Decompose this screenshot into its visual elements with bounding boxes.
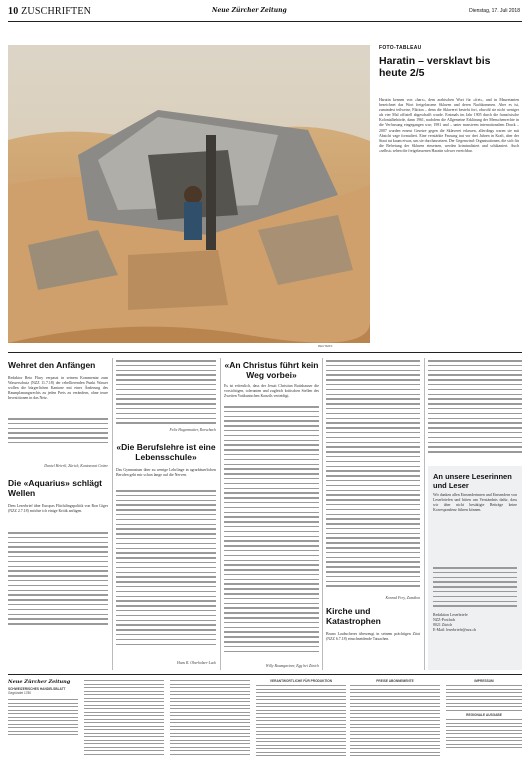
address-line: 8021 Zürich [433,623,453,628]
reader-box-text-lines [433,567,517,607]
letter-body-3: Das Gymnasium über zu wenige Lehrlinge in agrarbäuerlichen Berufen geht mir schon lange auf die Nerven. [116,468,216,478]
column-divider [112,358,113,670]
letter-text-lines-2 [8,532,108,628]
address-line: NZZ-Postfach [433,617,456,622]
feature-title: Haratin – versklavt bis heute 2/5 [379,55,491,80]
footer-masthead [8,679,78,738]
footer-prices-lines [350,685,440,756]
header-rule [8,21,522,22]
letter-signature-3: Hans R. Oberholzer-Luck [177,661,216,665]
letter-signature-2: Felix Hugenmatter, Rorschach [169,428,216,432]
footer-regional-lines [446,719,522,748]
footer-col-heading: PREISE ABONNEMENTE [376,679,414,683]
reader-box-title: An unsere Leserinnen und Leser [433,472,512,490]
column-divider [220,358,221,670]
letter-title-5: Kirche und Katastrophen [326,606,381,626]
letter-text-lines-1 [8,418,108,447]
letter-title-4: «An Christus führt kein Weg vorbei» [224,360,319,380]
footer-regional-heading: REGIONALE AUSGABE [466,713,502,718]
letter-title-1: Wehret den Anfängen [8,360,96,370]
letter-body-5: Bruno Laubscheres überzeugt in seinem prächtigen Zitat (NZZ 6.7.18) einschneidende Tatsachen. [326,632,420,642]
letter-body-4: Es ist erfreulich, dass der Jesuit Christian Rutishauser die vorsichtigen, toleranten und zugleich kritischen Stellen des Zweiten Vatikanischen Konzils verteidigt. [224,384,319,399]
section-title: ZUSCHRIFTEN [21,6,92,17]
footer-staff-col-1 [84,680,164,757]
footer-col-heading: IMPRESSUM [474,679,494,683]
page-header-left [8,6,91,17]
footer-production-col [256,679,346,759]
page-number: 10 [8,6,19,17]
letter-signature-5: Konrad Frey, Zumikon [385,596,420,600]
footer-staff-col-2 [170,680,250,757]
letter-title-2: Die «Aquarius» schlägt Wellen [8,478,103,498]
feature-body: Haratin kennen von «harr», dem arabischen Wort für «frei», und in Mauretanien bezeichnet das Wort freigelassene Sklaven und deren Nachkommen. Aber es ist, zumindest teilweise, Fiktion – denn die Sklaverei besteht fort, obwohl sie nicht weniger als vier Mal offiziell abgeschafft wurde. Erstmals im Jahr 1905 durch die französische Kolonialbehörde, dann 1961, nachdem die Allgemeine Erklärung der Menschenrechte in die Verfassung eingegangen war; 1981 und – unter massivem internationalem Druck – 2007 wurden erneut Gesetze gegen die Sklaverei erlassen, allerdings waren sie mit Absicht vage formuliert. Eine verstärkte Fassung trat vor drei Jahren in Kraft, aber der Staat tut kaum etwas, um sie durchzusetzen. Der Gegenwind: Organisationen, die sich für die Befreiung der Sklaven einsetzen, werden kriminalisiert und schikaniert. Auch «selbst» sehen die freigelassenen Haratin schwer erreichbar. [379,98,519,153]
letter-signature-1: Daniel Heierli, Zürich, Kantonsrat Grüne [44,464,108,468]
letter-text-lines-3 [116,490,216,648]
letter-text-lines-4 [224,406,319,655]
footer-impressum-col [446,679,522,751]
footer-prices-col [350,679,440,759]
column-divider [424,358,425,670]
footer-text-lines [8,699,78,735]
footer-founded: Gegründet 1780 [8,691,32,696]
footer-rule [8,674,522,675]
photo-bottom-rule [8,352,522,353]
address-line: Redaktion Leserbriefe [433,612,468,617]
footer-subtitle: SCHWEIZERISCHES HANDELSBLATT [8,687,66,691]
letter-text-lines-2b [116,360,216,427]
footer-impressum-lines [446,685,522,711]
letter-body-1: Redaktor Reto Flury verpasst in seinem Kommentar zum Wasserschutz (NZZ 11.7.18) der rebellierenden Punkt Wasser wollen die bürgerlichen Kantone mit einer Änderung des Raumplanungsrechts zu jeden Preis zu verändern, ohne teure Investitionen in das Netz. [8,376,108,401]
letter-text-lines-5 [428,360,522,456]
reader-info-box [428,466,522,670]
issue-date: Dienstag, 17. Juli 2018 [469,8,520,14]
feature-kicker: FOTO-TABLEAU [379,45,422,51]
address-line: E-Mail: leserbriefe@nzz.ch [433,628,477,633]
letter-title-3: «Die Berufslehre ist eine Lebensschule» [116,442,216,462]
reader-box-body: Wir danken allen Einsenderinnen und Einsendern von Leserbriefen und bitten um Verständnis dafür, dass wir über nicht bestätigte Beiträge keine Korrespondenz führen können. [433,493,517,513]
reader-box-address [433,613,517,633]
footer-production-lines [256,685,346,756]
masthead: Neue Zürcher Zeitung [212,7,287,14]
letter-signature-4: Willy Baumgartner, Egg bei Zürich [265,664,319,668]
letter-text-lines-4b [326,360,420,590]
photo-credit: REUTERS [318,344,333,348]
column-divider [322,358,323,670]
footer-col-heading: VERANTWORTLICHE FÜR PRODUKTION [269,679,333,683]
footer-logo: Neue Zürcher Zeitung [8,679,71,685]
feature-photo [8,45,370,343]
letter-body-2: Dem Leserbrief über Europas Flüchtlingspolitik von Ron Giger (NZZ 2.7.18) möchte ich einige Kritik anfügen. [8,504,108,514]
